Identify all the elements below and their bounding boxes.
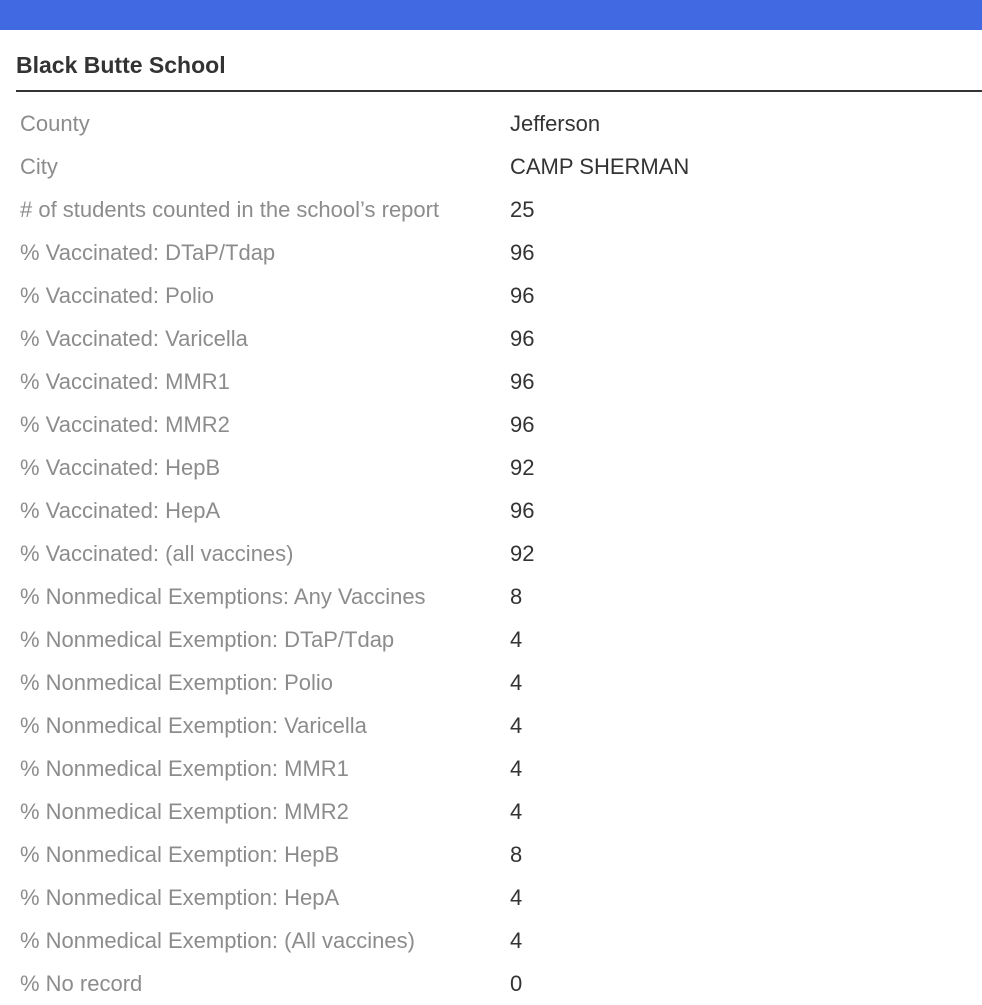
detail-row	[16, 661, 954, 704]
detail-value: 92	[510, 455, 535, 480]
detail-label: % Vaccinated: MMR1	[20, 369, 230, 394]
detail-label: City	[20, 154, 58, 179]
detail-row	[16, 618, 954, 661]
detail-label: % Nonmedical Exemption: Varicella	[20, 713, 367, 738]
detail-value: 96	[510, 369, 535, 394]
detail-value: 96	[510, 412, 535, 437]
school-details-table	[16, 102, 954, 1005]
detail-label: % Nonmedical Exemption: HepA	[20, 885, 340, 910]
detail-row	[16, 704, 954, 747]
detail-label: % Vaccinated: Polio	[20, 283, 215, 308]
detail-row	[16, 360, 954, 403]
detail-label: % No record	[20, 971, 143, 996]
detail-value: 4	[510, 670, 523, 695]
detail-value: 4	[510, 799, 523, 824]
detail-value: 0	[510, 971, 523, 996]
detail-label: % Vaccinated: MMR2	[20, 412, 230, 437]
school-title: Black Butte School	[16, 52, 226, 78]
detail-row	[16, 833, 954, 876]
detail-row	[16, 962, 954, 1005]
detail-label: % Vaccinated: DTaP/Tdap	[20, 240, 276, 265]
detail-row	[16, 145, 954, 188]
detail-value: 96	[510, 326, 535, 351]
detail-label: % Nonmedical Exemption: MMR1	[20, 756, 349, 781]
detail-label: % Vaccinated: HepB	[20, 455, 221, 480]
detail-row	[16, 790, 954, 833]
detail-label: % Vaccinated: (all vaccines)	[20, 541, 294, 566]
school-details-rows	[16, 102, 954, 1005]
detail-value: 4	[510, 627, 523, 652]
detail-label: # of students counted in the school’s report	[20, 197, 440, 222]
detail-label: % Nonmedical Exemption: DTaP/Tdap	[20, 627, 395, 652]
detail-value: 8	[510, 584, 523, 609]
detail-row	[16, 188, 954, 231]
detail-row	[16, 575, 954, 618]
detail-value: 96	[510, 283, 535, 308]
detail-value: CAMP SHERMAN	[510, 154, 690, 179]
detail-value: 25	[510, 197, 535, 222]
title-divider	[16, 90, 982, 92]
detail-label: % Nonmedical Exemption: HepB	[20, 842, 340, 867]
detail-value: 4	[510, 928, 523, 953]
top-bar	[0, 0, 982, 30]
detail-row	[16, 317, 954, 360]
detail-label: County	[20, 111, 90, 136]
detail-row	[16, 231, 954, 274]
detail-value: 4	[510, 756, 523, 781]
detail-row	[16, 876, 954, 919]
detail-value: 92	[510, 541, 535, 566]
detail-value: 96	[510, 498, 535, 523]
detail-row	[16, 446, 954, 489]
detail-row	[16, 403, 954, 446]
detail-label: % Nonmedical Exemption: MMR2	[20, 799, 349, 824]
detail-label: % Nonmedical Exemption: Polio	[20, 670, 334, 695]
detail-label: % Nonmedical Exemptions: Any Vaccines	[20, 584, 426, 609]
detail-value: 8	[510, 842, 523, 867]
detail-row	[16, 532, 954, 575]
detail-row	[16, 274, 954, 317]
detail-row	[16, 102, 954, 145]
detail-label: % Vaccinated: HepA	[20, 498, 221, 523]
detail-row	[16, 747, 954, 790]
detail-row	[16, 489, 954, 532]
detail-value: Jefferson	[510, 111, 601, 136]
detail-label: % Vaccinated: Varicella	[20, 326, 248, 351]
detail-value: 4	[510, 885, 523, 910]
detail-label: % Nonmedical Exemption: (All vaccines)	[20, 928, 415, 953]
detail-row	[16, 919, 954, 962]
detail-value: 4	[510, 713, 523, 738]
detail-value: 96	[510, 240, 535, 265]
